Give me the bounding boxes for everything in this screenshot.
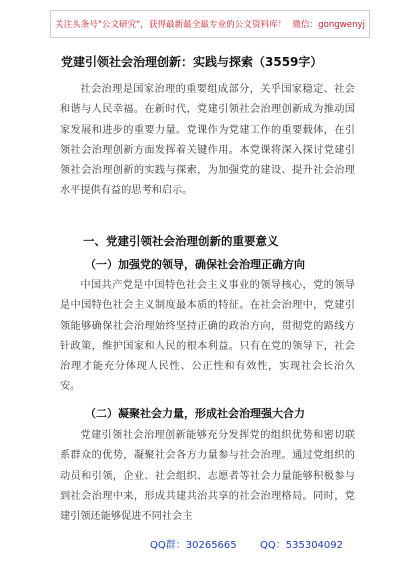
intro-paragraph: 社会治理是国家治理的重要组成部分，关乎国家稳定、社会和谐与人民幸福。在新时代，党建引领社会治理创新成为推动国家发展和进步的重要力量。党课作为党建工作的重要载体，在引领社会治理创新方面发挥着关键作用。本党课将深入探讨党建引领社会治理创新的实践与探索，为加强党的建设、提升社会治理水平提供有益的思考和启示。 bbox=[60, 84, 355, 197]
subsection-1-paragraph: 中国共产党是中国特色社会主义事业的领导核心，党的领导是中国特色社会主义制度最本质的特征。在社会治理中，党建引领能够确保社会治理始终坚持正确的政治方向，贯彻党的路线方针政策，维护国家和人民的根本利益。只有在党的领导下，社会治理才能充分体现人民性、公正性和有效性，实现社会长治久安。 bbox=[60, 280, 355, 393]
footer-qq-group: QQ群：30265665 bbox=[150, 540, 237, 551]
subsection-heading-2: （二）凝聚社会力量，形成社会治理强大合力 bbox=[85, 407, 305, 420]
contact-footer bbox=[0, 536, 408, 552]
subsection-2-paragraph: 党建引领社会治理创新能够充分发挥党的组织优势和密切联系群众的优势，凝聚社会各方力量参与社会治理。通过党组织的动员和引领，企业、社会组织、志愿者等社会力量能够积极参与到社会治理中来，形成共建共治共享的社会治理格局。同时，党建引领还能够促进不同社会主 bbox=[60, 430, 355, 523]
promo-banner bbox=[50, 10, 370, 38]
banner-wechat: 微信：gongwenyj bbox=[292, 20, 365, 30]
section-heading-1: 一、党建引领社会治理创新的重要意义 bbox=[83, 234, 279, 248]
banner-notice: 关注头条号"公文研究"，获得最新最全最专业的公文资料库！ bbox=[55, 20, 287, 30]
document-title: 党建引领社会治理创新：实践与探索（3559字） bbox=[61, 55, 323, 69]
footer-qq: QQ：535304092 bbox=[260, 540, 344, 551]
subsection-heading-1: （一）加强党的领导，确保社会治理正确方向 bbox=[85, 258, 305, 271]
